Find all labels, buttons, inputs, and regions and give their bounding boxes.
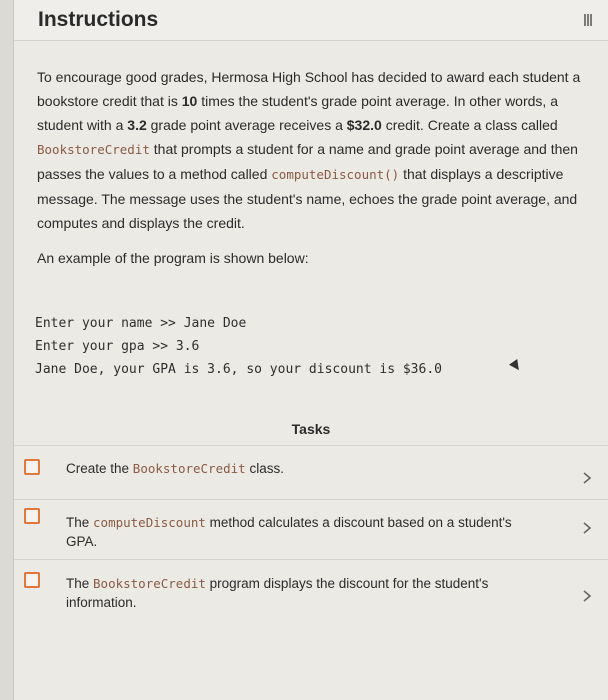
- instructions-header: [14, 0, 608, 41]
- example-line: Enter your gpa >> 3.6: [35, 339, 200, 354]
- task-item[interactable]: [14, 445, 608, 500]
- chevron-right-icon[interactable]: [579, 520, 595, 536]
- tasks-heading: Tasks: [291, 421, 331, 437]
- task-checkbox[interactable]: [24, 508, 40, 524]
- chevron-right-icon[interactable]: [579, 470, 595, 486]
- task-checkbox[interactable]: [24, 459, 40, 475]
- inline-code-method: computeDiscount(): [271, 167, 400, 182]
- task-item[interactable]: [14, 559, 608, 640]
- example-line: Jane Doe, your GPA is 3.6, so your discount is $36.0: [35, 362, 442, 377]
- task-checkbox[interactable]: [24, 572, 40, 588]
- example-line: Enter your name >> Jane Doe: [35, 316, 247, 331]
- task-text: The BookstoreCredit program displays the discount for the student's information.: [66, 576, 489, 610]
- example-output: [35, 312, 442, 381]
- mouse-cursor: [509, 359, 523, 373]
- intro-paragraph: To encourage good grades, Hermosa High School has decided to award each student a bookstore credit that is 10 times the student's grade point average. In other words, a student with a 3.2 grade point average receives a $32.0 credit. Create a class called BookstoreCredit that prompts a student for a name and grade point average and then passes the values to a method called computeDiscount() that displays a descriptive message. The message uses the student's name, echoes the grade point average, and computes and displays the credit.: [37, 69, 581, 231]
- task-item[interactable]: [14, 499, 608, 560]
- chevron-right-icon[interactable]: [579, 588, 595, 604]
- task-text: Create the BookstoreCredit class.: [66, 461, 284, 476]
- page-title: Instructions: [38, 8, 159, 31]
- example-label: An example of the program is shown below:: [37, 250, 309, 266]
- left-panel-edge: [0, 0, 14, 700]
- task-text: The computeDiscount method calculates a discount based on a student's GPA.: [66, 515, 512, 549]
- panel-menu-icon[interactable]: [580, 12, 596, 28]
- inline-code-class: BookstoreCredit: [37, 142, 150, 157]
- instructions-content: [14, 41, 608, 700]
